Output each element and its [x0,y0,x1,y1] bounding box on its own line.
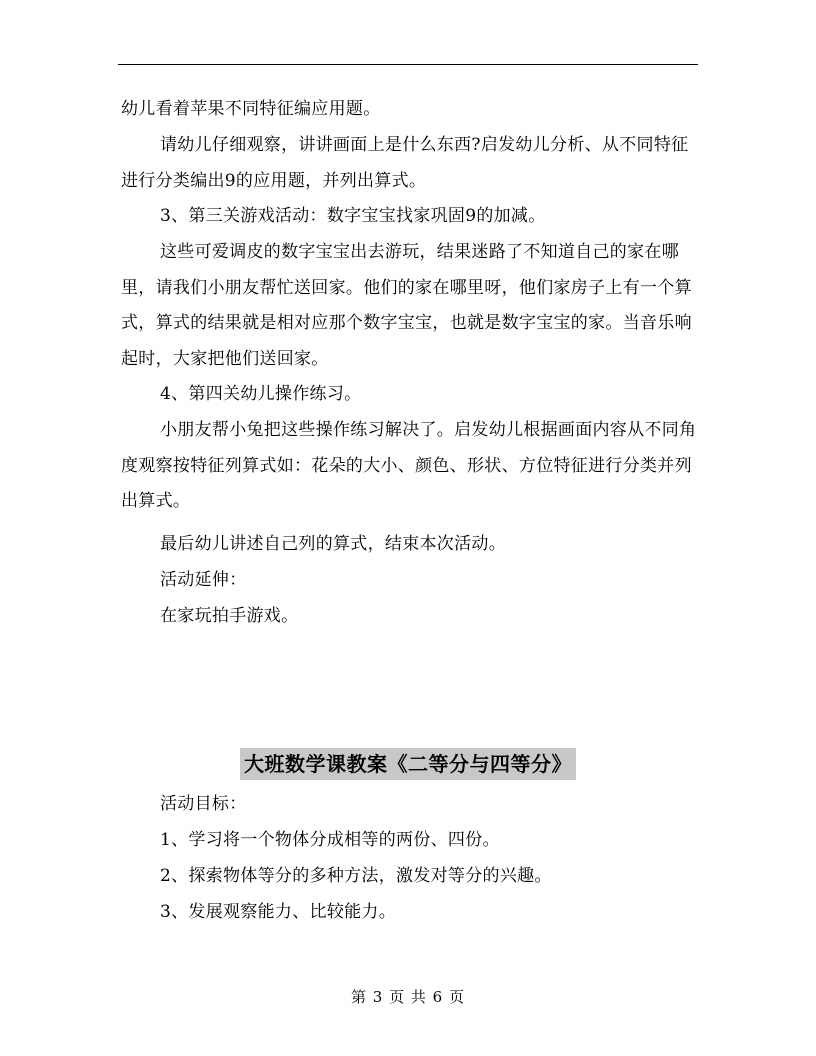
objectives-label: 活动目标： [160,794,247,814]
objective-1: 1、学习将一个物体分成相等的两份、四份。 [160,830,500,850]
paragraph-6: 小朋友帮小兔把这些操作练习解决了。启发幼儿根据画面内容从不同角度观察按特征列算式如：花朵的大小、颜色、形状、方位特征进行分类并列出算式。 [121,420,697,511]
section-heading-wrap [0,748,816,780]
paragraph-2: 请幼儿仔细观察，讲讲画面上是什么东西?启发幼儿分析、从不同特征进行分类编出9的应用题，并列出算式。 [121,135,689,191]
page-footer: 第 3 页 共 6 页 [351,988,465,1006]
paragraph-1: 幼儿看着苹果不同特征编应用题。 [121,99,381,119]
paragraph-3: 3、第三关游戏活动：数字宝宝找家巩固9的加减。 [160,206,546,226]
paragraph-9: 在家玩拍手游戏。 [160,606,299,626]
paragraph-7: 最后幼儿讲述自己列的算式，结束本次活动。 [160,534,506,554]
header-rule [118,64,698,65]
objective-2: 2、探索物体等分的多种方法，激发对等分的兴趣。 [160,866,552,886]
paragraph-5: 4、第四关幼儿操作练习。 [160,384,362,404]
section-heading: 大班数学课教案《二等分与四等分》 [240,748,576,780]
objective-3: 3、发展观察能力、比较能力。 [160,902,397,922]
paragraph-4: 这些可爱调皮的数字宝宝出去游玩，结果迷路了不知道自己的家在哪里，请我们小朋友帮忙送回家。他们的家在哪里呀，他们家房子上有一个算式，算式的结果就是相对应那个数字宝宝，也就是数字宝宝的家。当音乐响起时，大家把他们送回家。 [121,242,692,369]
paragraph-8: 活动延伸： [160,570,247,590]
